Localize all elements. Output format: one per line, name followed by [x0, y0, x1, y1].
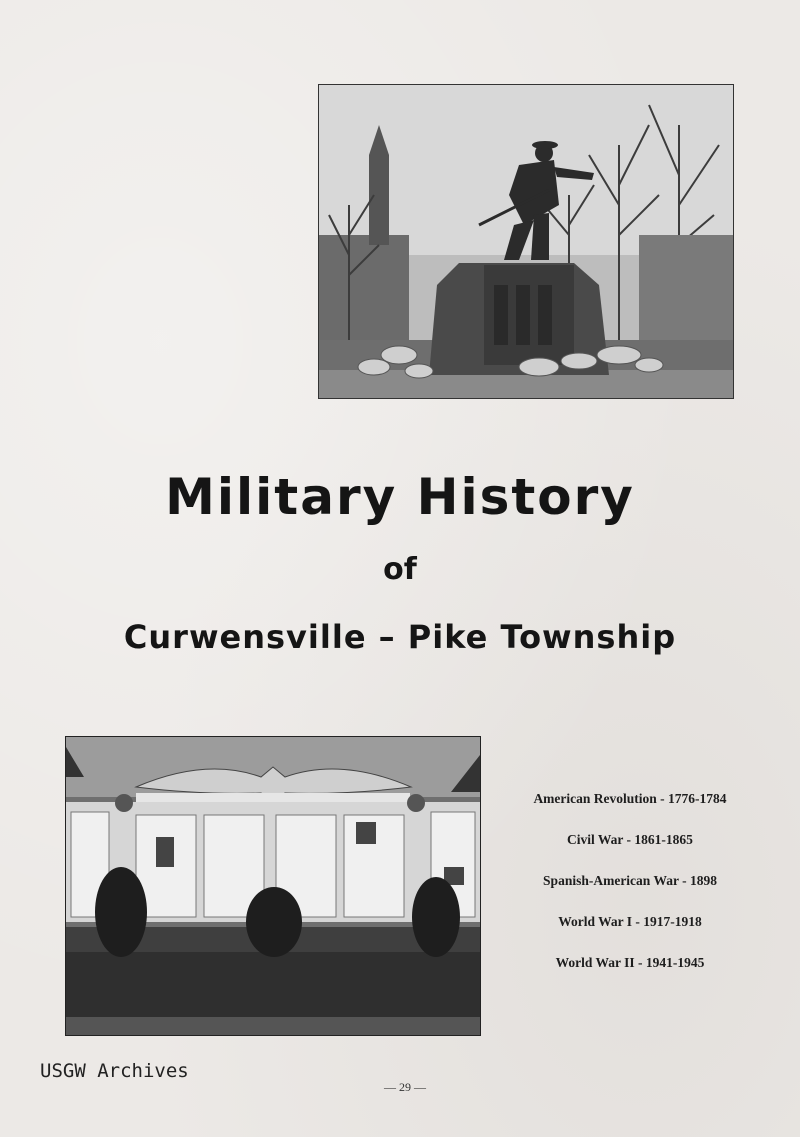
honor-roll-image: [66, 737, 480, 1035]
monument-image: [319, 85, 733, 398]
page-subtitle: Curwensville – Pike Township: [123, 618, 677, 656]
war-item: Spanish-American War - 1898: [543, 873, 717, 888]
monument-photo: [318, 84, 734, 399]
war-item: World War I - 1917-1918: [558, 914, 702, 929]
page-number: — 29 —: [384, 1080, 426, 1094]
war-list: [500, 788, 760, 993]
title-connector: of: [383, 552, 417, 587]
page-title: Military History: [165, 468, 635, 526]
war-item: American Revolution - 1776-1784: [533, 791, 727, 806]
honor-roll-photo: [65, 736, 481, 1036]
archive-watermark: USGW Archives: [40, 1060, 189, 1082]
war-item: World War II - 1941-1945: [555, 955, 705, 970]
war-item: Civil War - 1861-1865: [567, 832, 693, 847]
